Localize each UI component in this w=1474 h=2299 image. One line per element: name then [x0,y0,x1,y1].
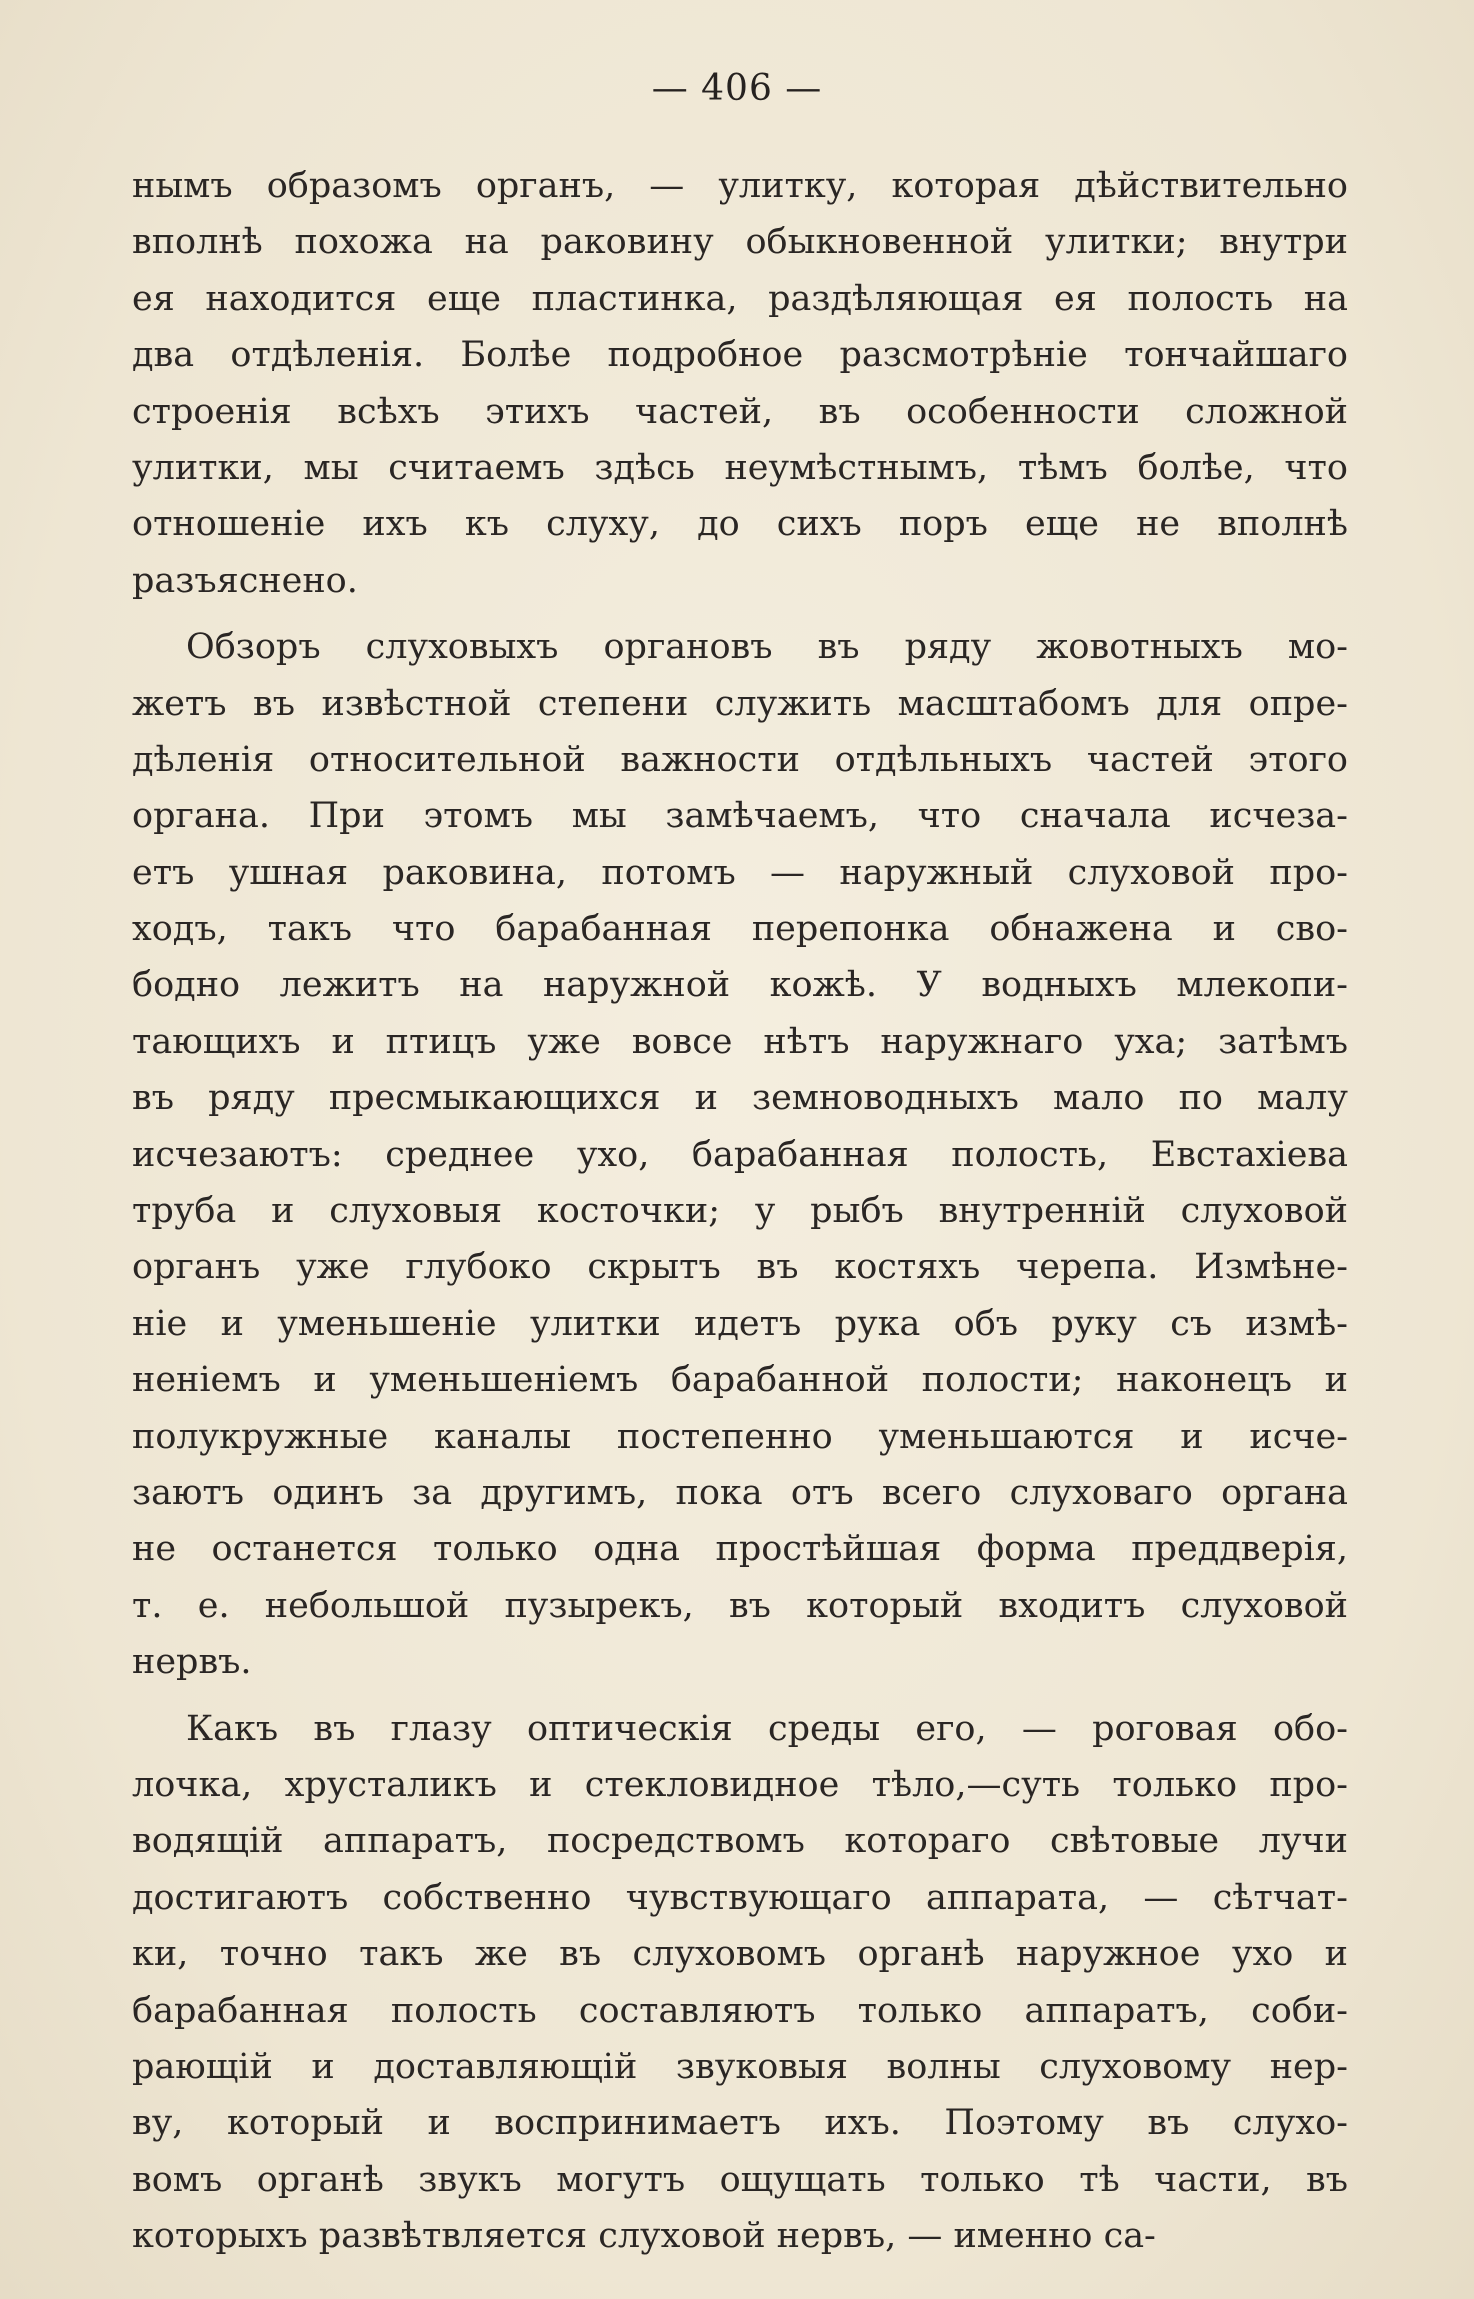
text-line: ки, точно такъ же въ слуховомъ органѣ наружное ухо и [132,1934,1348,1975]
paragraph [132,619,1348,1690]
text-line: заютъ одинъ за другимъ, пока отъ всего слуховаго органа [132,1472,1348,1513]
text-line: два отдѣленія. Болѣе подробное разсмотрѣніе тончайшаго [132,335,1348,376]
text-line: жетъ въ извѣстной степени служить масштабомъ для опре- [132,683,1348,724]
text-line: ея находится еще пластинка, раздѣляющая ея полость на [132,278,1348,319]
text-line: ходъ, такъ что барабанная перепонка обнажена и сво- [132,909,1348,950]
body-text [132,158,1348,2264]
text-line: вомъ органѣ звукъ могутъ ощущать только тѣ части, въ [132,2159,1348,2200]
text-line: которыхъ развѣтвляется слуховой нервъ, — именно са- [132,2216,1156,2257]
text-line: барабанная полость составляютъ только аппаратъ, соби- [132,1990,1348,2031]
page-number: — 406 — [651,68,823,109]
text-line: въ ряду пресмыкающихся и земноводныхъ мало по малу [132,1078,1348,1119]
text-line: т. е. небольшой пузырекъ, въ который входитъ слуховой [132,1585,1348,1626]
text-line: исчезаютъ: среднее ухо, барабанная полость, Евстахіева [132,1134,1348,1175]
text-line: отношеніе ихъ къ слуху, до сихъ поръ еще не вполнѣ [132,504,1348,545]
text-line: органа. При этомъ мы замѣчаемъ, что сначала исчеза- [132,796,1348,837]
text-line: полукружные каналы постепенно уменьшаются и исче- [132,1416,1348,1457]
text-line: нымъ образомъ органъ, — улитку, которая дѣйствительно [132,166,1348,206]
text-line: улитки, мы считаемъ здѣсь неумѣстнымъ, тѣмъ болѣе, что [132,447,1348,488]
text-line: труба и слуховыя косточки; у рыбъ внутренній слуховой [132,1191,1348,1232]
text-line: Обзоръ слуховыхъ органовъ въ ряду жовотныхъ мо- [186,627,1348,668]
text-line: неніемъ и уменьшеніемъ барабанной полости; наконецъ и [132,1360,1348,1401]
paragraph [132,1701,1348,2265]
text-line: не останется только одна простѣйшая форма преддверія, [132,1529,1348,1570]
text-line: нервъ. [132,1642,252,1683]
paragraph [132,158,1348,609]
text-line: достигаютъ собственно чувствующаго аппарата, — сѣтчат- [132,1877,1348,1918]
text-line: Какъ въ глазу оптическія среды его, — роговая обо- [186,1708,1348,1749]
text-line: разъяснено. [132,560,358,601]
text-line: строенія всѣхъ этихъ частей, въ особенности сложной [132,391,1348,432]
text-line: вполнѣ похожа на раковину обыкновенной улитки; внутри [132,222,1348,263]
text-line: ніе и уменьшеніе улитки идетъ рука объ руку съ измѣ- [132,1303,1348,1344]
text-line: дѣленія относительной важности отдѣльныхъ частей этого [132,739,1348,780]
text-line: етъ ушная раковина, потомъ — наружный слуховой про- [132,852,1348,893]
text-line: тающихъ и птицъ уже вовсе нѣтъ наружнаго уха; затѣмъ [132,1021,1348,1062]
text-line: ву, который и воспринимаетъ ихъ. Поэтому въ слухо- [132,2103,1348,2144]
text-line: водящій аппаратъ, посредствомъ котораго свѣтовые лучи [132,1821,1348,1862]
text-line: бодно лежитъ на наружной кожѣ. У водныхъ млекопи- [132,965,1348,1006]
text-line: лочка, хрусталикъ и стекловидное тѣло,—суть только про- [132,1764,1348,1805]
text-line: рающій и доставляющій звуковыя волны слуховому нер- [132,2046,1348,2087]
text-line: органъ уже глубоко скрытъ въ костяхъ черепа. Измѣне- [132,1247,1348,1288]
